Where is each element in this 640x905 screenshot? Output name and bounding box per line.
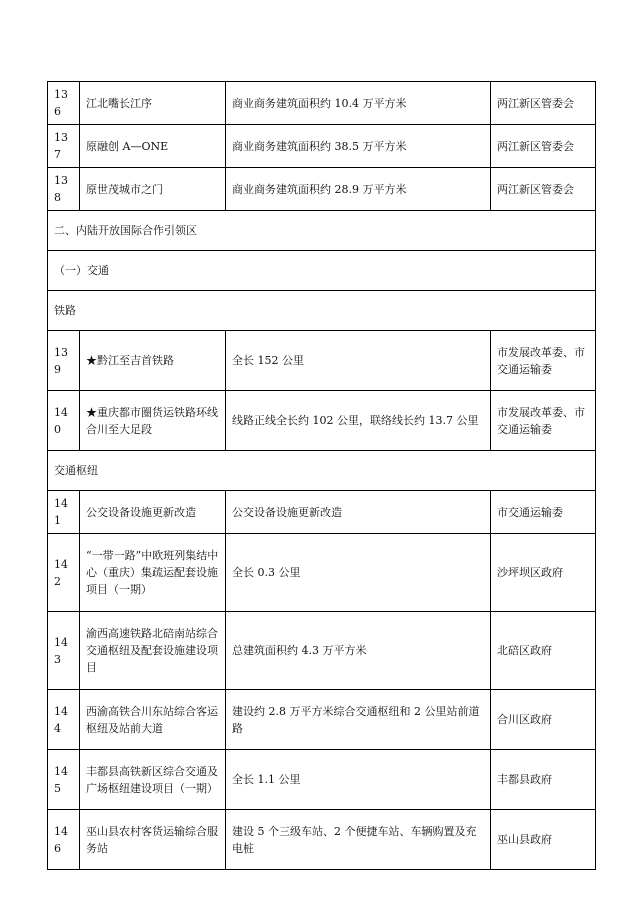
table-row bbox=[48, 690, 596, 750]
table-row bbox=[48, 491, 596, 534]
row-number: 143 bbox=[48, 612, 80, 690]
responsible-unit: 两江新区管委会 bbox=[491, 125, 596, 168]
project-scale: 商业商务建筑面积约 10.4 万平方米 bbox=[226, 82, 491, 125]
table-row bbox=[48, 168, 596, 211]
project-name: 原融创 A—ONE bbox=[80, 125, 226, 168]
project-scale: 建设 5 个三级车站、2 个便捷车站、车辆购置及充电桩 bbox=[226, 810, 491, 870]
project-table-body bbox=[48, 82, 596, 870]
section-heading: 二、内陆开放国际合作引领区 bbox=[48, 211, 596, 251]
project-name: ★黔江至吉首铁路 bbox=[80, 331, 226, 391]
table-row bbox=[48, 82, 596, 125]
table-row bbox=[48, 391, 596, 451]
row-number: 139 bbox=[48, 331, 80, 391]
row-number: 142 bbox=[48, 534, 80, 612]
project-name: 江北嘴长江序 bbox=[80, 82, 226, 125]
project-scale: 公交设备设施更新改造 bbox=[226, 491, 491, 534]
project-scale: 线路正线全长约 102 公里，联络线长约 13.7 公里 bbox=[226, 391, 491, 451]
responsible-unit: 两江新区管委会 bbox=[491, 82, 596, 125]
row-number: 140 bbox=[48, 391, 80, 451]
section-row bbox=[48, 291, 596, 331]
section-heading: 交通枢纽 bbox=[48, 451, 596, 491]
row-number: 145 bbox=[48, 750, 80, 810]
section-row bbox=[48, 211, 596, 251]
project-name: 巫山县农村客货运输综合服务站 bbox=[80, 810, 226, 870]
project-table bbox=[47, 81, 596, 870]
project-scale: 商业商务建筑面积约 28.9 万平方米 bbox=[226, 168, 491, 211]
project-scale: 全长 152 公里 bbox=[226, 331, 491, 391]
table-row bbox=[48, 534, 596, 612]
row-number: 136 bbox=[48, 82, 80, 125]
table-row bbox=[48, 125, 596, 168]
project-name: 原世茂城市之门 bbox=[80, 168, 226, 211]
row-number: 138 bbox=[48, 168, 80, 211]
responsible-unit: 市发展改革委、市交通运输委 bbox=[491, 331, 596, 391]
table-row bbox=[48, 331, 596, 391]
project-scale: 全长 1.1 公里 bbox=[226, 750, 491, 810]
project-name: 公交设备设施更新改造 bbox=[80, 491, 226, 534]
responsible-unit: 沙坪坝区政府 bbox=[491, 534, 596, 612]
section-heading: 铁路 bbox=[48, 291, 596, 331]
responsible-unit: 合川区政府 bbox=[491, 690, 596, 750]
table-row bbox=[48, 612, 596, 690]
responsible-unit: 巫山县政府 bbox=[491, 810, 596, 870]
section-heading: （一）交通 bbox=[48, 251, 596, 291]
table-row bbox=[48, 750, 596, 810]
project-scale: 商业商务建筑面积约 38.5 万平方米 bbox=[226, 125, 491, 168]
responsible-unit: 市发展改革委、市交通运输委 bbox=[491, 391, 596, 451]
row-number: 137 bbox=[48, 125, 80, 168]
responsible-unit: 丰都县政府 bbox=[491, 750, 596, 810]
section-row bbox=[48, 451, 596, 491]
project-name: “一带一路”中欧班列集结中心（重庆）集疏运配套设施项目（一期） bbox=[80, 534, 226, 612]
project-scale: 全长 0.3 公里 bbox=[226, 534, 491, 612]
project-scale: 建设约 2.8 万平方米综合交通枢纽和 2 公里站前道路 bbox=[226, 690, 491, 750]
responsible-unit: 两江新区管委会 bbox=[491, 168, 596, 211]
responsible-unit: 市交通运输委 bbox=[491, 491, 596, 534]
row-number: 146 bbox=[48, 810, 80, 870]
row-number: 141 bbox=[48, 491, 80, 534]
table-row bbox=[48, 810, 596, 870]
project-scale: 总建筑面积约 4.3 万平方米 bbox=[226, 612, 491, 690]
project-name: ★重庆都市圈货运铁路环线合川至大足段 bbox=[80, 391, 226, 451]
project-name: 丰都县高铁新区综合交通及广场枢纽建设项目（一期） bbox=[80, 750, 226, 810]
row-number: 144 bbox=[48, 690, 80, 750]
project-name: 西渝高铁合川东站综合客运枢纽及站前大道 bbox=[80, 690, 226, 750]
responsible-unit: 北碚区政府 bbox=[491, 612, 596, 690]
project-name: 渝西高速铁路北碚南站综合交通枢纽及配套设施建设项目 bbox=[80, 612, 226, 690]
section-row bbox=[48, 251, 596, 291]
